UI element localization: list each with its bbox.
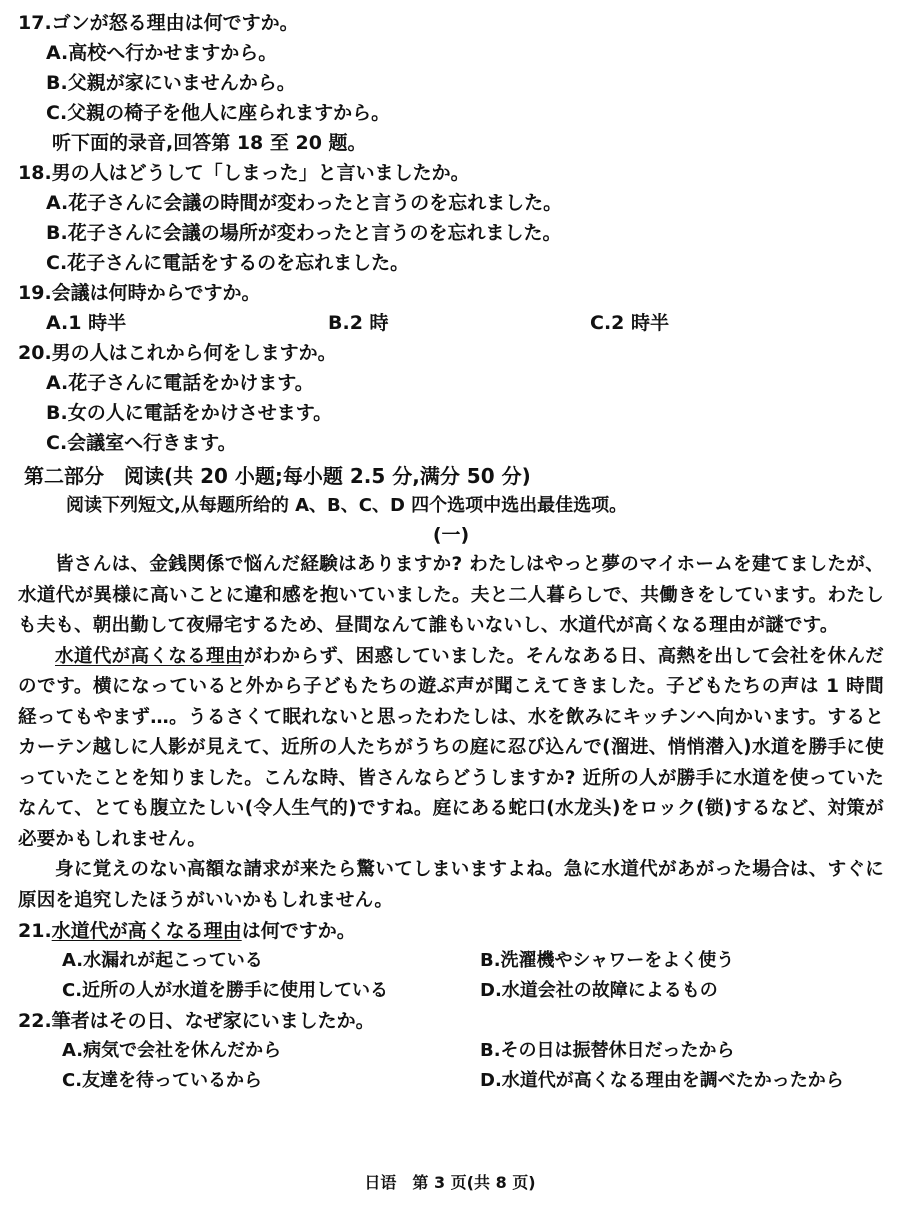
q17-option-b: B.父親が家にいませんから。 bbox=[46, 72, 296, 94]
q19-options bbox=[46, 308, 884, 338]
part2-instruction: 阅读下列短文,从每题所给的 A、B、C、D 四个选项中选出最佳选项。 bbox=[66, 495, 628, 516]
passage-number: (一) bbox=[432, 524, 470, 546]
question-21 bbox=[18, 916, 884, 946]
q21-option-c: C.近所の人が水道を勝手に使用している bbox=[62, 980, 389, 1001]
q20-option-b: B.女の人に電話をかけさせます。 bbox=[46, 402, 333, 424]
listening-instruction: 听下面的录音,回答第 18 至 20 题。 bbox=[52, 132, 367, 154]
q21-option-b: B.洗濯機やシャワーをよく使う bbox=[480, 950, 735, 971]
passage-paragraph-1: 皆さんは、金銭関係で悩んだ経験はありますか? わたしはやっと夢のマイホームを建てましたが、水道代が異様に高いことに違和感を抱いていました。夫と二人暮らしで、共働きをしています。わたしも夫も、朝出勤して夜帰宅するため、昼間なんて誰もいないし、水道代が高くなる理由が謎です。 bbox=[18, 554, 884, 636]
passage-paragraph-2-text: がわからず、困惑していました。そんなある日、高熱を出して会社を休んだのです。横になっていると外から子どもたちの遊ぶ声が聞こえてきました。子どもたちの声は 1 時間経ってもやまず…。うるさくて眠れないと思ったわたしは、水を飲みにキッチンへ向かいます。するとカーテン越しに人影が見えて、近所の人たちがうちの庭に忍び込んで(溜进、悄悄潜入)水道を勝手に使っていたことを知りました。こんな時、皆さんならどうしますか? 近所の人が勝手に水道を使っていたなんて、とても腹立たしい(令人生气的)ですね。庭にある蛇口(水龙头)をロック(锁)するなど、対策が必要かもしれません。 bbox=[18, 645, 884, 850]
question-17: 17.ゴンが怒る理由は何ですか。 bbox=[18, 12, 299, 34]
q22-options bbox=[62, 1036, 884, 1096]
q19-option-a: A.1 時半 bbox=[46, 312, 127, 334]
q17-option-c: C.父親の椅子を他人に座られますから。 bbox=[46, 102, 391, 124]
q19-option-c: C.2 時半 bbox=[590, 312, 669, 334]
question-18: 18.男の人はどうして「しまった」と言いましたか。 bbox=[18, 162, 470, 184]
q21-option-d: D.水道会社の故障によるもの bbox=[480, 980, 718, 1001]
q21-underlined: 水道代が高くなる理由 bbox=[51, 920, 242, 942]
question-19: 19.会議は何時からですか。 bbox=[18, 282, 261, 304]
q21-option-a: A.水漏れが起こっている bbox=[62, 950, 263, 971]
q18-option-b: B.花子さんに会議の場所が変わったと言うのを忘れました。 bbox=[46, 222, 562, 244]
page-footer: 日语 第 3 页(共 8 页) bbox=[364, 1173, 536, 1192]
q18-option-c: C.花子さんに電話をするのを忘れました。 bbox=[46, 252, 410, 274]
q21-options bbox=[62, 946, 884, 1006]
question-22: 22.筆者はその日、なぜ家にいましたか。 bbox=[18, 1010, 375, 1032]
part2-title: 第二部分 阅读(共 20 小题;每小题 2.5 分,满分 50 分) bbox=[24, 464, 531, 488]
q19-option-b: B.2 時 bbox=[328, 312, 389, 334]
q22-option-b: B.その日は振替休日だったから bbox=[480, 1040, 735, 1061]
passage-underlined-phrase: 水道代が高くなる理由 bbox=[55, 645, 244, 667]
q22-option-d: D.水道代が高くなる理由を調べたかったから bbox=[480, 1070, 844, 1091]
q18-option-a: A.花子さんに会議の時間が変わったと言うのを忘れました。 bbox=[46, 192, 563, 214]
q22-option-a: A.病気で会社を休んだから bbox=[62, 1040, 282, 1061]
passage-paragraph-2 bbox=[18, 642, 884, 856]
q21-rest: は何ですか。 bbox=[241, 920, 356, 942]
q20-option-a: A.花子さんに電話をかけます。 bbox=[46, 372, 314, 394]
question-20: 20.男の人はこれから何をしますか。 bbox=[18, 342, 337, 364]
q21-number: 21. bbox=[18, 920, 52, 942]
q17-option-a: A.高校へ行かせますから。 bbox=[46, 42, 278, 64]
passage-paragraph-3: 身に覚えのない高額な請求が来たら驚いてしまいますよね。急に水道代があがった場合は、すぐに原因を追究したほうがいいかもしれません。 bbox=[18, 859, 884, 911]
q20-option-c: C.会議室へ行きます。 bbox=[46, 432, 237, 454]
q22-option-c: C.友達を待っているから bbox=[62, 1070, 263, 1091]
